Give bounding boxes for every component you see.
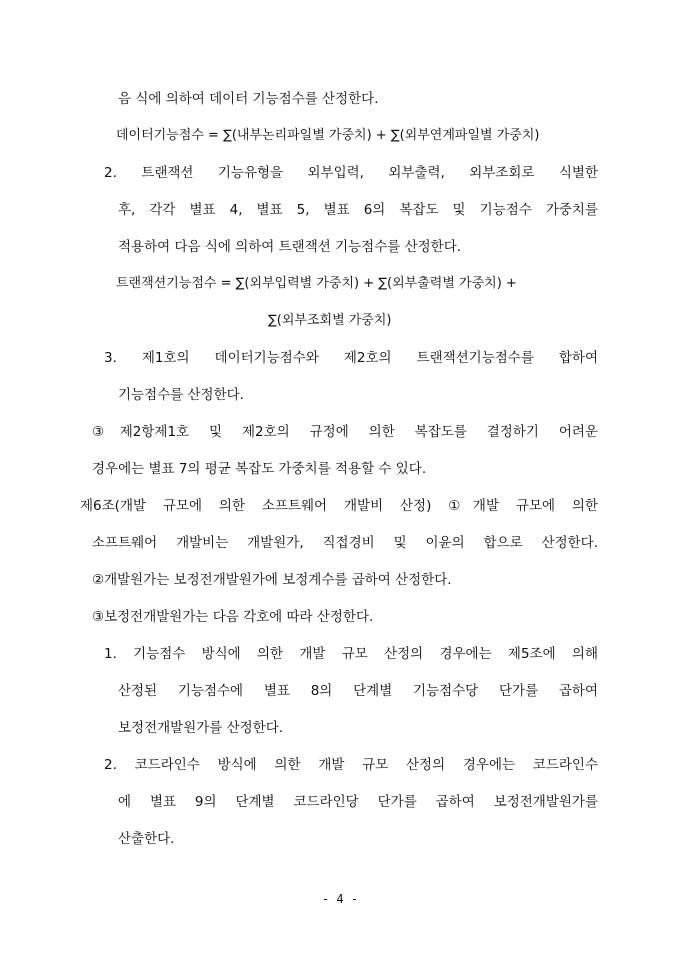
- text-line-3: 2. 트랜잭션 기능유형을 외부입력, 외부출력, 외부조회로 식별한: [104, 165, 598, 181]
- formula-continuation: ∑(외부조회별 가중치): [268, 313, 392, 328]
- text-line-8: 3. 제1호의 데이터기능점수와 제2호의 트랜잭션기능점수를 합하여: [104, 350, 598, 366]
- text-line-9: 기능점수를 산정한다.: [118, 387, 244, 403]
- text-line-21: 산출한다.: [118, 831, 175, 847]
- text-line-15: ③보정전개발원가는 다음 각호에 따라 산정한다.: [92, 609, 374, 625]
- text-line-20: 에 별표 9의 단계별 코드라인당 단가를 곱하여 보정전개발원가를: [118, 794, 598, 810]
- text-line-17: 산정된 기능점수에 별표 8의 단계별 기능점수당 단가를 곱하여: [118, 683, 598, 699]
- text-line-14: ②개발원가는 보정전개발원가에 보정계수를 곱하여 산정한다.: [92, 572, 452, 588]
- text-line-19: 2. 코드라인수 방식에 의한 개발 규모 산정의 경우에는 코드라인수: [104, 757, 598, 773]
- formula-data-function-points: 데이터기능점수 = ∑(내부논리파일별 가중치) + ∑(외부연계파일별 가중치): [116, 128, 540, 143]
- page-number: - 4 -: [321, 892, 359, 906]
- text-line-16: 1. 기능점수 방식에 의한 개발 규모 산정의 경우에는 제5조에 의해: [104, 646, 598, 662]
- text-line-18: 보정전개발원가를 산정한다.: [118, 720, 284, 736]
- text-line-10: ③제2항제1호 및 제2호의 규정에 의한 복잡도를 결정하기 어려운: [92, 424, 598, 440]
- text-line-5: 적용하여 다음 식에 의하여 트랜잭션 기능점수를 산정한다.: [118, 239, 462, 255]
- formula-transaction-function-points: 트랜잭션기능점수 = ∑(외부입력별 가중치) + ∑(외부출력별 가중치) +: [116, 276, 517, 291]
- text-line-11: 경우에는 별표 7의 평균 복잡도 가중치를 적용할 수 있다.: [92, 461, 427, 477]
- article-heading-line: 제6조(개발 규모에 의한 소프트웨어 개발비 산정) ①개발 규모에 의한: [80, 498, 598, 514]
- text-line-1: 음 식에 의하여 데이터 기능점수를 산정한다.: [118, 91, 379, 107]
- text-line-4: 후, 각각 별표 4, 별표 5, 별표 6의 복잡도 및 기능점수 가중치를: [118, 202, 598, 218]
- text-line-13: 소프트웨어 개발비는 개발원가, 직접경비 및 이윤의 합으로 산정한다.: [92, 535, 598, 551]
